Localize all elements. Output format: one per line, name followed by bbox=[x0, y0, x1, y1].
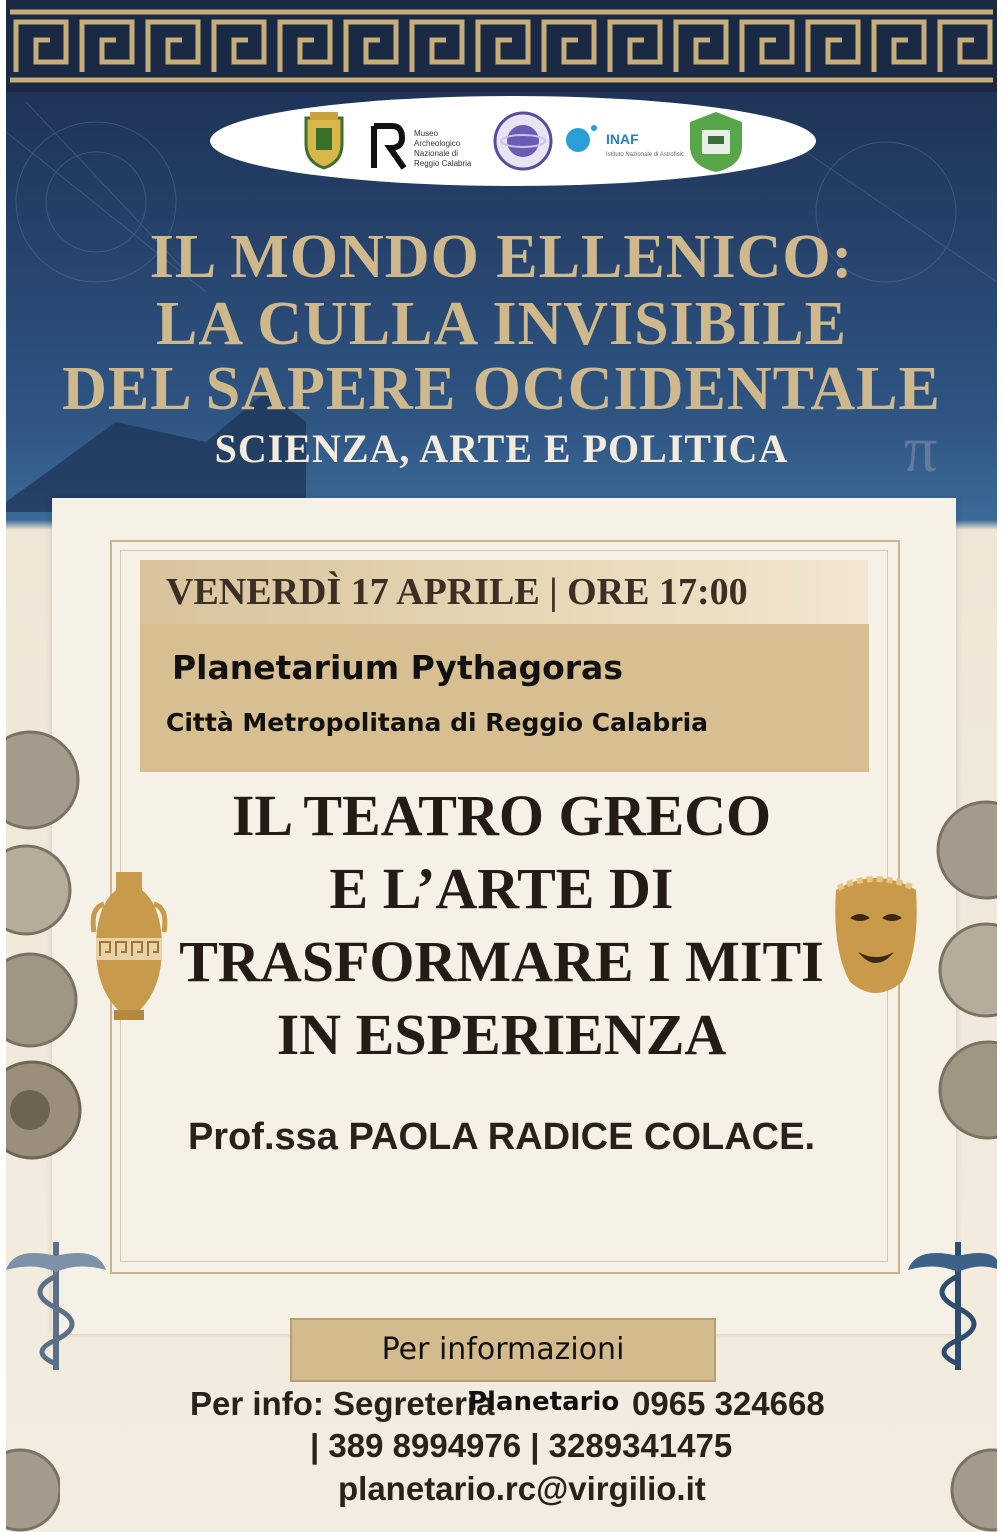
event-date-time: VENERDÌ 17 APRILE | ORE 17:00 bbox=[166, 571, 748, 613]
talk-title-line-1: IL TEATRO GRECO bbox=[231, 783, 772, 848]
info-button-label: Per informazioni bbox=[381, 1332, 625, 1367]
ancient-coins-right-decoration bbox=[930, 800, 1003, 1185]
venue-name: Planetarium Pythagoras bbox=[172, 648, 623, 687]
svg-text:INAF: INAF bbox=[606, 131, 639, 147]
talk-title-line-3: TRASFORMARE I MITI bbox=[179, 929, 824, 994]
svg-text:Nazionale di: Nazionale di bbox=[414, 149, 459, 158]
greek-meander-border bbox=[6, 0, 997, 92]
coin-bottom-right-decoration bbox=[950, 1440, 997, 1532]
contact-phone-1: 0965 324668 bbox=[632, 1385, 825, 1422]
contact-phones-2: | 389 8994976 | 3289341475 bbox=[310, 1427, 733, 1464]
speaker-name: Prof.ssa PAOLA RADICE COLACE. bbox=[187, 1116, 816, 1158]
partner-logos-banner bbox=[210, 96, 816, 186]
venue-subtitle: Città Metropolitana di Reggio Calabria bbox=[166, 708, 709, 737]
svg-text:Museo: Museo bbox=[414, 129, 439, 138]
left-edge bbox=[0, 0, 6, 1532]
astronomy-society-seal-logo bbox=[492, 110, 554, 177]
right-edge bbox=[997, 0, 1003, 1532]
ancient-coins-left-decoration bbox=[0, 730, 90, 1175]
talk-title-line-4: IN ESPERIENZA bbox=[276, 1002, 727, 1067]
svg-text:Istituto Nazionale di Astrofis: Istituto Nazionale di Astrofisica bbox=[606, 152, 684, 158]
svg-text:Archeologico: Archeologico bbox=[414, 139, 461, 148]
amphora-icon bbox=[88, 868, 170, 1029]
main-title-line-2: LA CULLA INVISIBILE bbox=[156, 290, 847, 358]
theatre-mask-icon bbox=[828, 870, 924, 1011]
contact-line-1-office: Planetario bbox=[468, 1387, 620, 1417]
info-button[interactable] bbox=[290, 1318, 716, 1382]
city-crest-logo bbox=[302, 110, 346, 175]
talk-title-line-2: E L’ARTE DI bbox=[329, 856, 674, 921]
contact-email[interactable]: planetario.rc@virgilio.it bbox=[338, 1470, 706, 1507]
school-badge-logo bbox=[688, 110, 744, 179]
coin-bottom-left-decoration bbox=[0, 1440, 60, 1532]
contact-line-1-prefix: Per info: Segreteria bbox=[190, 1385, 495, 1422]
svg-text:Reggio Calabria: Reggio Calabria bbox=[414, 159, 472, 168]
subtitle: SCIENZA, ARTE E POLITICA bbox=[214, 426, 789, 471]
main-title-line-1: IL MONDO ELLENICO: bbox=[149, 223, 854, 291]
venue-box bbox=[140, 624, 869, 772]
caduceus-left-icon bbox=[4, 1236, 108, 1381]
pi-symbol: π bbox=[904, 413, 938, 486]
inaf-logo bbox=[564, 122, 684, 167]
museum-logo bbox=[370, 122, 480, 177]
caduceus-right-icon bbox=[906, 1236, 1000, 1381]
main-title-line-3: DEL SAPERE OCCIDENTALE bbox=[62, 355, 941, 423]
